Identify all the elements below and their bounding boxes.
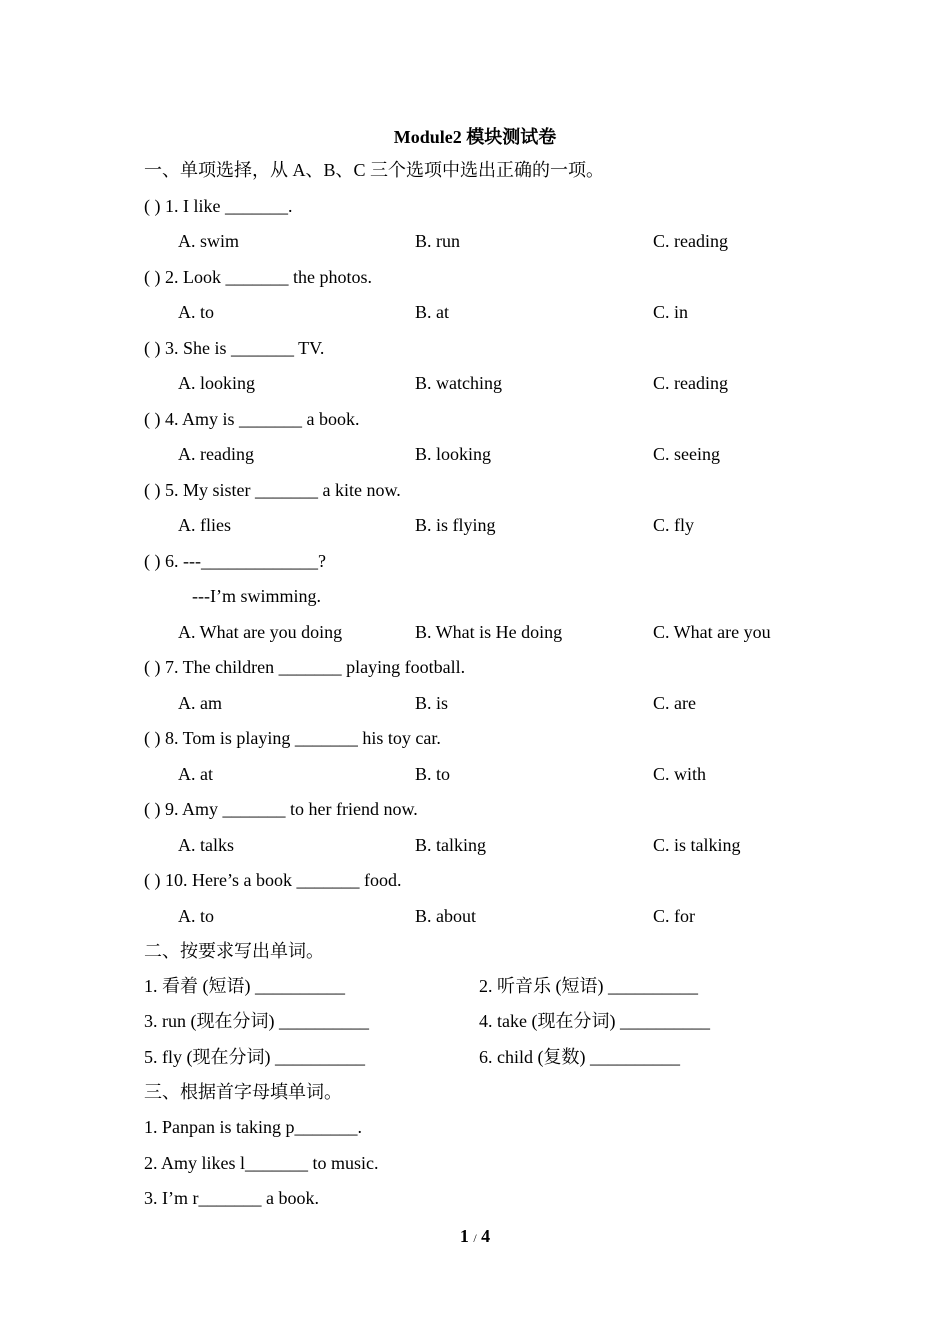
q2-option-b: B. at (415, 302, 449, 322)
q2-option-c: C. in (653, 302, 689, 322)
q1-option-c: C. reading (653, 231, 728, 251)
q5-option-b: B. is flying (415, 515, 496, 535)
question-2: ( ) 2. Look _______ the photos. (144, 267, 372, 287)
s2-item-3: 3. run (现在分词) __________ (144, 1011, 369, 1031)
q9-option-b: B. talking (415, 835, 486, 855)
question-8: ( ) 8. Tom is playing _______ his toy car. (144, 728, 441, 748)
section3-heading: 三、根据首字母填单词。 (144, 1082, 342, 1102)
q10-option-c: C. for (653, 906, 695, 926)
s2-item-4: 4. take (现在分词) __________ (479, 1011, 710, 1031)
q4-option-b: B. looking (415, 444, 492, 464)
s3-item-2: 2. Amy likes l_______ to music. (144, 1153, 379, 1173)
q10-option-a: A. to (178, 906, 214, 926)
section2-heading: 二、按要求写出单词。 (144, 941, 324, 961)
question-3: ( ) 3. She is _______ TV. (144, 338, 325, 358)
q9-option-a: A. talks (178, 835, 234, 855)
q4-option-c: C. seeing (653, 444, 720, 464)
q6-option-c: C. What are you (653, 622, 771, 642)
s2-item-6: 6. child (复数) __________ (479, 1047, 680, 1067)
q7-option-a: A. am (178, 693, 222, 713)
question-7: ( ) 7. The children _______ playing football. (144, 657, 466, 677)
q8-option-a: A. at (178, 764, 213, 784)
page-number (0, 1226, 950, 1247)
question-4: ( ) 4. Amy is _______ a book. (144, 409, 360, 429)
q1-option-a: A. swim (178, 231, 240, 251)
q9-option-c: C. is talking (653, 835, 741, 855)
q4-option-a: A. reading (178, 444, 254, 464)
q7-option-c: C. are (653, 693, 696, 713)
q6-option-b: B. What is He doing (415, 622, 563, 642)
q8-option-c: C. with (653, 764, 707, 784)
s2-item-1: 1. 看着 (短语) __________ (144, 976, 345, 996)
question-10: ( ) 10. Here’s a book _______ food. (144, 870, 402, 890)
question-9: ( ) 9. Amy _______ to her friend now. (144, 799, 418, 819)
q3-option-c: C. reading (653, 373, 728, 393)
q1-option-b: B. run (415, 231, 460, 251)
q10-option-b: B. about (415, 906, 476, 926)
question-5: ( ) 5. My sister _______ a kite now. (144, 480, 401, 500)
page-title: Module2 模块测试卷 (393, 127, 557, 147)
question-1: ( ) 1. I like _______. (144, 196, 293, 216)
q5-option-a: A. flies (178, 515, 231, 535)
s2-item-5: 5. fly (现在分词) __________ (144, 1047, 365, 1067)
s3-item-1: 1. Panpan is taking p_______. (144, 1117, 362, 1137)
q3-option-a: A. looking (178, 373, 256, 393)
page-current: 1 (459, 1226, 469, 1246)
section1-heading: 一、单项选择，从 A、B、C 三个选项中选出正确的一项。 (144, 160, 605, 180)
q7-option-b: B. is (415, 693, 449, 713)
q5-option-c: C. fly (653, 515, 695, 535)
q6-answer-line: ---I’m swimming. (192, 586, 321, 606)
q6-option-a: A. What are you doing (178, 622, 343, 642)
s3-item-3: 3. I’m r_______ a book. (144, 1188, 319, 1208)
page-separator: / (473, 1231, 477, 1245)
s2-item-2: 2. 听音乐 (短语) __________ (479, 976, 698, 996)
q3-option-b: B. watching (415, 373, 502, 393)
question-6: ( ) 6. ---_____________? (144, 551, 326, 571)
q8-option-b: B. to (415, 764, 451, 784)
page-total: 4 (481, 1226, 491, 1246)
q2-option-a: A. to (178, 302, 214, 322)
